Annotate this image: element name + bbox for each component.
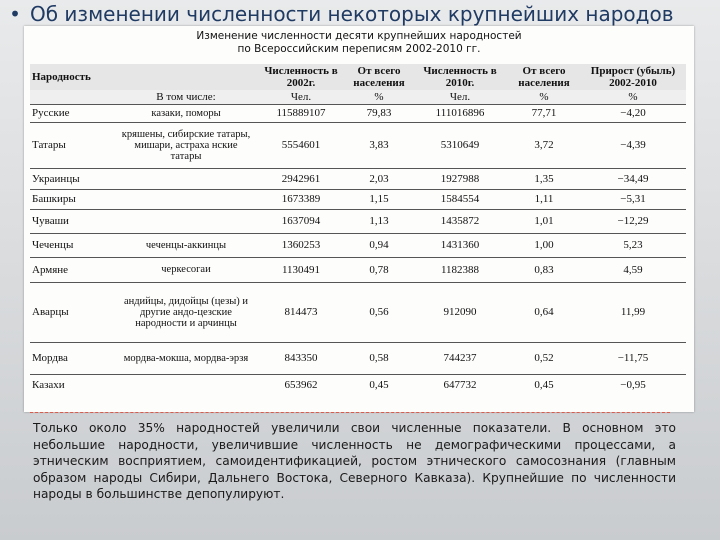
cell-pop2002: 2942961 bbox=[281, 172, 321, 185]
document-scan bbox=[24, 26, 694, 412]
cell-growth: −34,49 bbox=[617, 172, 649, 185]
summary-note: Только около 35% народностей увеличили свои численные показатели. В основном это небольшие народности, увеличившие численность не демографическими процессами, а этническим восприятием, самоидентификацией, ростом этнического самосознания (главным образом народы Сибири, Дальнего Востока, Северного Кавказа). Крупнейшие по численности народы в большинстве депопулируют. bbox=[33, 421, 676, 502]
table-row bbox=[30, 209, 686, 233]
header-pop2010: Численность в 2010г. bbox=[423, 65, 497, 89]
cell-pop2010: 1431360 bbox=[440, 239, 480, 251]
header-nation: Народность bbox=[32, 71, 91, 83]
cell-pop2010: 5310649 bbox=[440, 139, 480, 151]
table-row bbox=[30, 122, 686, 168]
cell-nation: Казахи bbox=[32, 379, 65, 392]
unit-share2010: % bbox=[539, 90, 549, 103]
cell-share2002: 1,15 bbox=[369, 193, 389, 205]
cell-growth: −5,31 bbox=[620, 193, 646, 205]
cell-nation: Украинцы bbox=[32, 172, 80, 185]
cell-share2010: 1,00 bbox=[534, 239, 554, 251]
bullet-icon: • bbox=[9, 2, 21, 26]
units-empty bbox=[30, 90, 116, 104]
cell-nation: Русские bbox=[32, 107, 70, 119]
cell-subgroup bbox=[116, 168, 256, 189]
header-growth: Прирост (убыль) 2002-2010 bbox=[590, 65, 676, 89]
unit-share2002: % bbox=[374, 90, 384, 103]
cell-share2010: 0,64 bbox=[534, 306, 554, 318]
cell-subgroup: чеченцы-аккинцы bbox=[145, 239, 227, 251]
cell-pop2010: 1182388 bbox=[440, 263, 480, 276]
unit-growth: % bbox=[628, 90, 638, 103]
header-pop2002: Численность в 2002г. bbox=[264, 65, 338, 89]
cell-pop2010: 111016896 bbox=[435, 107, 485, 119]
slide-title bbox=[0, 0, 720, 28]
document-heading-line2: по Всероссийским переписям 2002-2010 гг. bbox=[237, 43, 481, 55]
table-row bbox=[30, 257, 686, 282]
dashed-separator bbox=[30, 412, 670, 413]
document-heading bbox=[24, 30, 694, 56]
cell-subgroup bbox=[116, 189, 256, 209]
cell-pop2002: 5554601 bbox=[281, 139, 321, 151]
cell-share2010: 77,71 bbox=[531, 107, 557, 119]
unit-pop2002: Чел. bbox=[290, 90, 312, 103]
cell-nation: Армяне bbox=[32, 263, 69, 276]
cell-pop2010: 1584554 bbox=[440, 193, 480, 205]
cell-pop2002: 1637094 bbox=[281, 215, 321, 227]
cell-share2002: 0,45 bbox=[369, 379, 389, 392]
cell-subgroup: мордва-мокша, мордва-эрзя bbox=[123, 352, 249, 364]
cell-subgroup: кряшены, сибирские татары, мишари, астраха нские татары bbox=[121, 128, 251, 162]
cell-pop2002: 1360253 bbox=[281, 239, 321, 251]
cell-pop2010: 647732 bbox=[443, 379, 477, 392]
cell-pop2002: 1673389 bbox=[281, 193, 321, 205]
cell-share2002: 0,94 bbox=[369, 239, 389, 251]
header-share2010: От всего населения bbox=[518, 65, 570, 89]
cell-share2002: 79,83 bbox=[366, 107, 392, 119]
cell-subgroup: андийцы, дидойцы (цезы) и другие андо-цезские народности и арчинцы bbox=[123, 295, 249, 329]
cell-share2010: 0,52 bbox=[534, 352, 554, 364]
cell-share2010: 0,45 bbox=[534, 379, 554, 392]
cell-pop2010: 744237 bbox=[443, 352, 477, 364]
cell-growth: −4,20 bbox=[620, 107, 646, 119]
cell-pop2002: 843350 bbox=[284, 352, 318, 364]
cell-pop2002: 653962 bbox=[284, 379, 318, 392]
table-row bbox=[30, 282, 686, 342]
table-row bbox=[30, 374, 686, 396]
cell-nation: Мордва bbox=[32, 352, 68, 364]
cell-growth: 11,99 bbox=[620, 306, 646, 318]
cell-share2002: 0,56 bbox=[369, 306, 389, 318]
table-row bbox=[30, 189, 686, 209]
cell-pop2010: 1435872 bbox=[440, 215, 480, 227]
cell-share2002: 3,83 bbox=[369, 139, 389, 151]
table-row bbox=[30, 233, 686, 257]
cell-share2002: 1,13 bbox=[369, 215, 389, 227]
unit-pop2010: Чел. bbox=[449, 90, 471, 103]
cell-nation: Чеченцы bbox=[32, 239, 74, 251]
cell-subgroup: казаки, поморы bbox=[151, 107, 221, 119]
cell-nation: Башкиры bbox=[32, 193, 76, 205]
cell-share2010: 1,35 bbox=[534, 172, 554, 185]
cell-nation: Татары bbox=[32, 139, 66, 151]
population-table bbox=[30, 64, 686, 396]
cell-share2002: 0,58 bbox=[369, 352, 389, 364]
cell-subgroup: черкесогаи bbox=[161, 264, 211, 275]
cell-pop2002: 115889107 bbox=[276, 107, 326, 119]
cell-growth: 4,59 bbox=[623, 263, 643, 276]
table-row bbox=[30, 104, 686, 122]
header-share2002: От всего населения bbox=[353, 65, 405, 89]
cell-pop2010: 1927988 bbox=[440, 172, 480, 185]
cell-growth: 5,23 bbox=[623, 239, 643, 251]
cell-growth: −4,39 bbox=[620, 139, 646, 151]
header-empty bbox=[116, 64, 256, 90]
cell-growth: −0,95 bbox=[620, 379, 646, 392]
cell-nation: Аварцы bbox=[32, 306, 69, 318]
cell-share2010: 3,72 bbox=[534, 139, 554, 151]
table-row bbox=[30, 342, 686, 374]
cell-share2010: 1,11 bbox=[534, 193, 554, 205]
table-row bbox=[30, 168, 686, 189]
cell-pop2010: 912090 bbox=[443, 306, 477, 318]
cell-growth: −11,75 bbox=[617, 352, 649, 364]
cell-share2010: 1,01 bbox=[534, 215, 554, 227]
slide-title-text: Об изменении численности некоторых крупнейших народов bbox=[30, 2, 674, 26]
cell-share2002: 2,03 bbox=[369, 172, 389, 185]
cell-subgroup bbox=[116, 209, 256, 233]
cell-pop2002: 1130491 bbox=[281, 263, 321, 276]
document-heading-line1: Изменение численности десяти крупнейших народностей bbox=[196, 30, 522, 42]
cell-pop2002: 814473 bbox=[284, 306, 318, 318]
cell-subgroup bbox=[116, 374, 256, 396]
header-subgroup: В том числе: bbox=[156, 90, 216, 103]
cell-growth: −12,29 bbox=[617, 215, 649, 227]
table-header-row bbox=[30, 64, 686, 90]
cell-share2010: 0,83 bbox=[534, 263, 554, 276]
cell-nation: Чуваши bbox=[32, 215, 69, 227]
cell-share2002: 0,78 bbox=[369, 263, 389, 276]
table-units-row bbox=[30, 90, 686, 104]
